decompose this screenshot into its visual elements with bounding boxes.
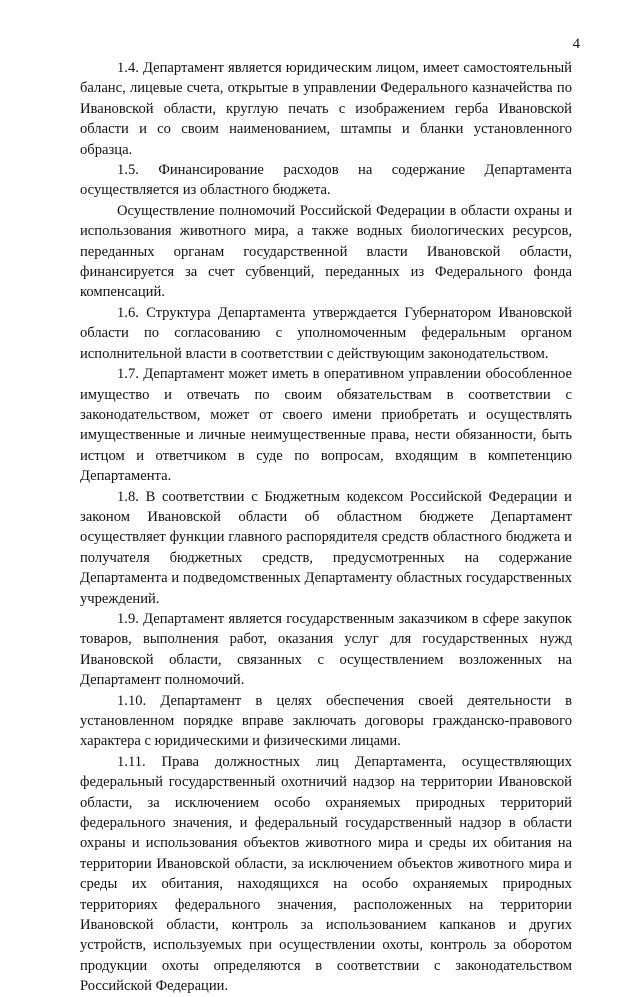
paragraph-1-7: 1.7. Департамент может иметь в оперативном управлении обособленное имущество и отвечать по своим обязательствам в соответствии с законодательством, может от своего имени приобретать и осуществлять имущественные и личные неимущественные права, нести обязанности, быть истцом и ответчиком в суде по вопросам, входящим в компетенцию Департамента. <box>80 366 572 485</box>
paragraph-1-9: 1.9. Департамент является государственным заказчиком в сфере закупок товаров, выполнения работ, оказания услуг для государственных нужд Ивановской области, связанных с осуществлением возложенных на Департамент полномочий. <box>80 610 572 689</box>
paragraph-1-8: 1.8. В соответствии с Бюджетным кодексом Российской Федерации и законом Ивановской области об областном бюджете Департамент осуществляет функции главного распорядителя средств областного бюджета и получателя бюджетных средств, предусмотренных на содержание Департамента и подведомственных Департаменту областных государственных учреждений. <box>80 488 572 607</box>
paragraph-1-10: 1.10. Департамент в целях обеспечения своей деятельности в установленном порядке вправе заключать договоры гражданско-правового характера с юридическими и физическими лицами. <box>80 692 572 750</box>
document-body <box>80 58 572 997</box>
paragraph-1-5-subvention: Осуществление полномочий Российской Федерации в области охраны и использования животного мира, а также водных биологических ресурсов, переданных органам государственной власти Ивановской области, финансируется за счет субвенций, переданных из Федерального фонда компенсаций. <box>80 202 572 301</box>
paragraph-1-5: 1.5. Финансирование расходов на содержание Департамента осуществляется из областного бюджета. <box>80 162 572 199</box>
paragraph-1-6: 1.6. Структура Департамента утверждается Губернатором Ивановской области по согласованию с уполномоченным федеральным органом исполнительной власти в соответствии с действующим законодательством. <box>80 304 572 362</box>
page-number: 4 <box>572 36 580 52</box>
paragraph-1-11: 1.11. Права должностных лиц Департамента, осуществляющих федеральный государственный охотничий надзор на территории Ивановской области, за исключением особо охраняемых природных территорий федерального значения, и федеральный государственный надзор в области охраны и использования объектов животного мира и среды их обитания на территории Ивановской области, за исключением объектов животного мира и среды их обитания, находящихся на особо охраняемых природных территориях федерального значения, расположенных на территории Ивановской области, контроль за использованием капканов и других устройств, используемых при осуществлении охоты, контроль за оборотом продукции охоты определяются в соответствии с законодательством Российской Федерации. <box>80 753 572 995</box>
paragraph-1-4: 1.4. Департамент является юридическим лицом, имеет самостоятельный баланс, лицевые счета, открытые в управлении Федерального казначейства по Ивановской области, круглую печать с изображением герба Ивановской области и со своим наименованием, штампы и бланки установленного образца. <box>80 60 572 158</box>
